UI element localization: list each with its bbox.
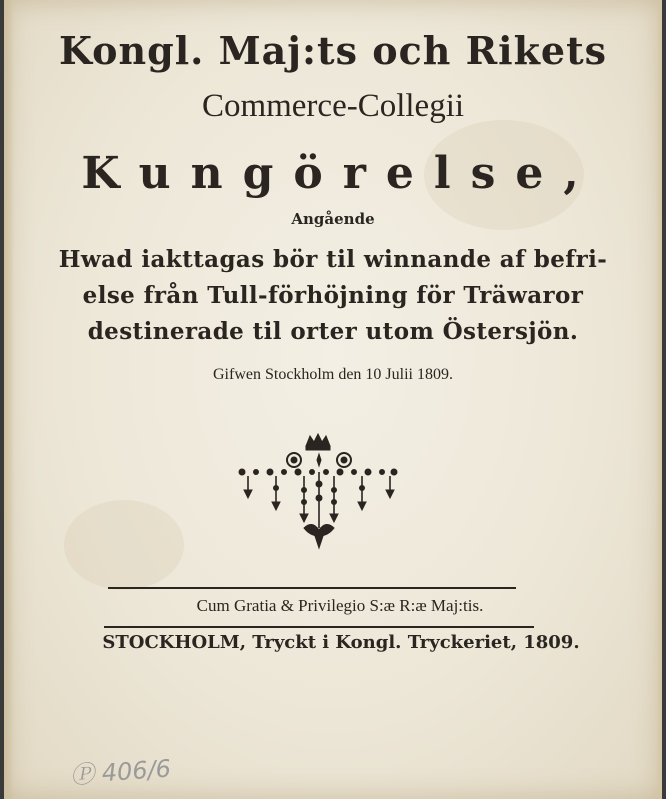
subtitle-intro: Angående: [291, 210, 375, 228]
title-line-2: Commerce-Collegii: [201, 88, 465, 124]
body-line-2: else från Tull-förhöjning för Träwaror: [82, 282, 584, 309]
main-title: Kungörelse,: [81, 148, 599, 199]
divider-rule: [108, 587, 516, 589]
privilege-line: Cum Gratia & Privilegio S:æ R:æ Maj:tis.: [196, 596, 484, 615]
divider-rule: [104, 626, 534, 628]
circled-p-icon: Ⓟ: [69, 759, 103, 790]
imprint-line: STOCKHOLM, Tryckt i Kongl. Tryckeriet, 1809.: [102, 632, 580, 653]
paper-stain: [64, 500, 184, 590]
body-line-3: destinerade til orter utom Östersjön.: [87, 318, 579, 345]
document-page: [4, 0, 662, 799]
crown-ornament-icon: [232, 432, 404, 550]
body-line-1: Hwad iakttagas bör til winnande af befri-: [58, 246, 608, 273]
pencil-shelfmark: Ⓟ 406/6: [69, 754, 172, 790]
title-line-1: Kongl. Maj:ts och Rikets: [58, 28, 608, 73]
dateline: Gifwen Stockholm den 10 Julii 1809.: [213, 366, 453, 383]
